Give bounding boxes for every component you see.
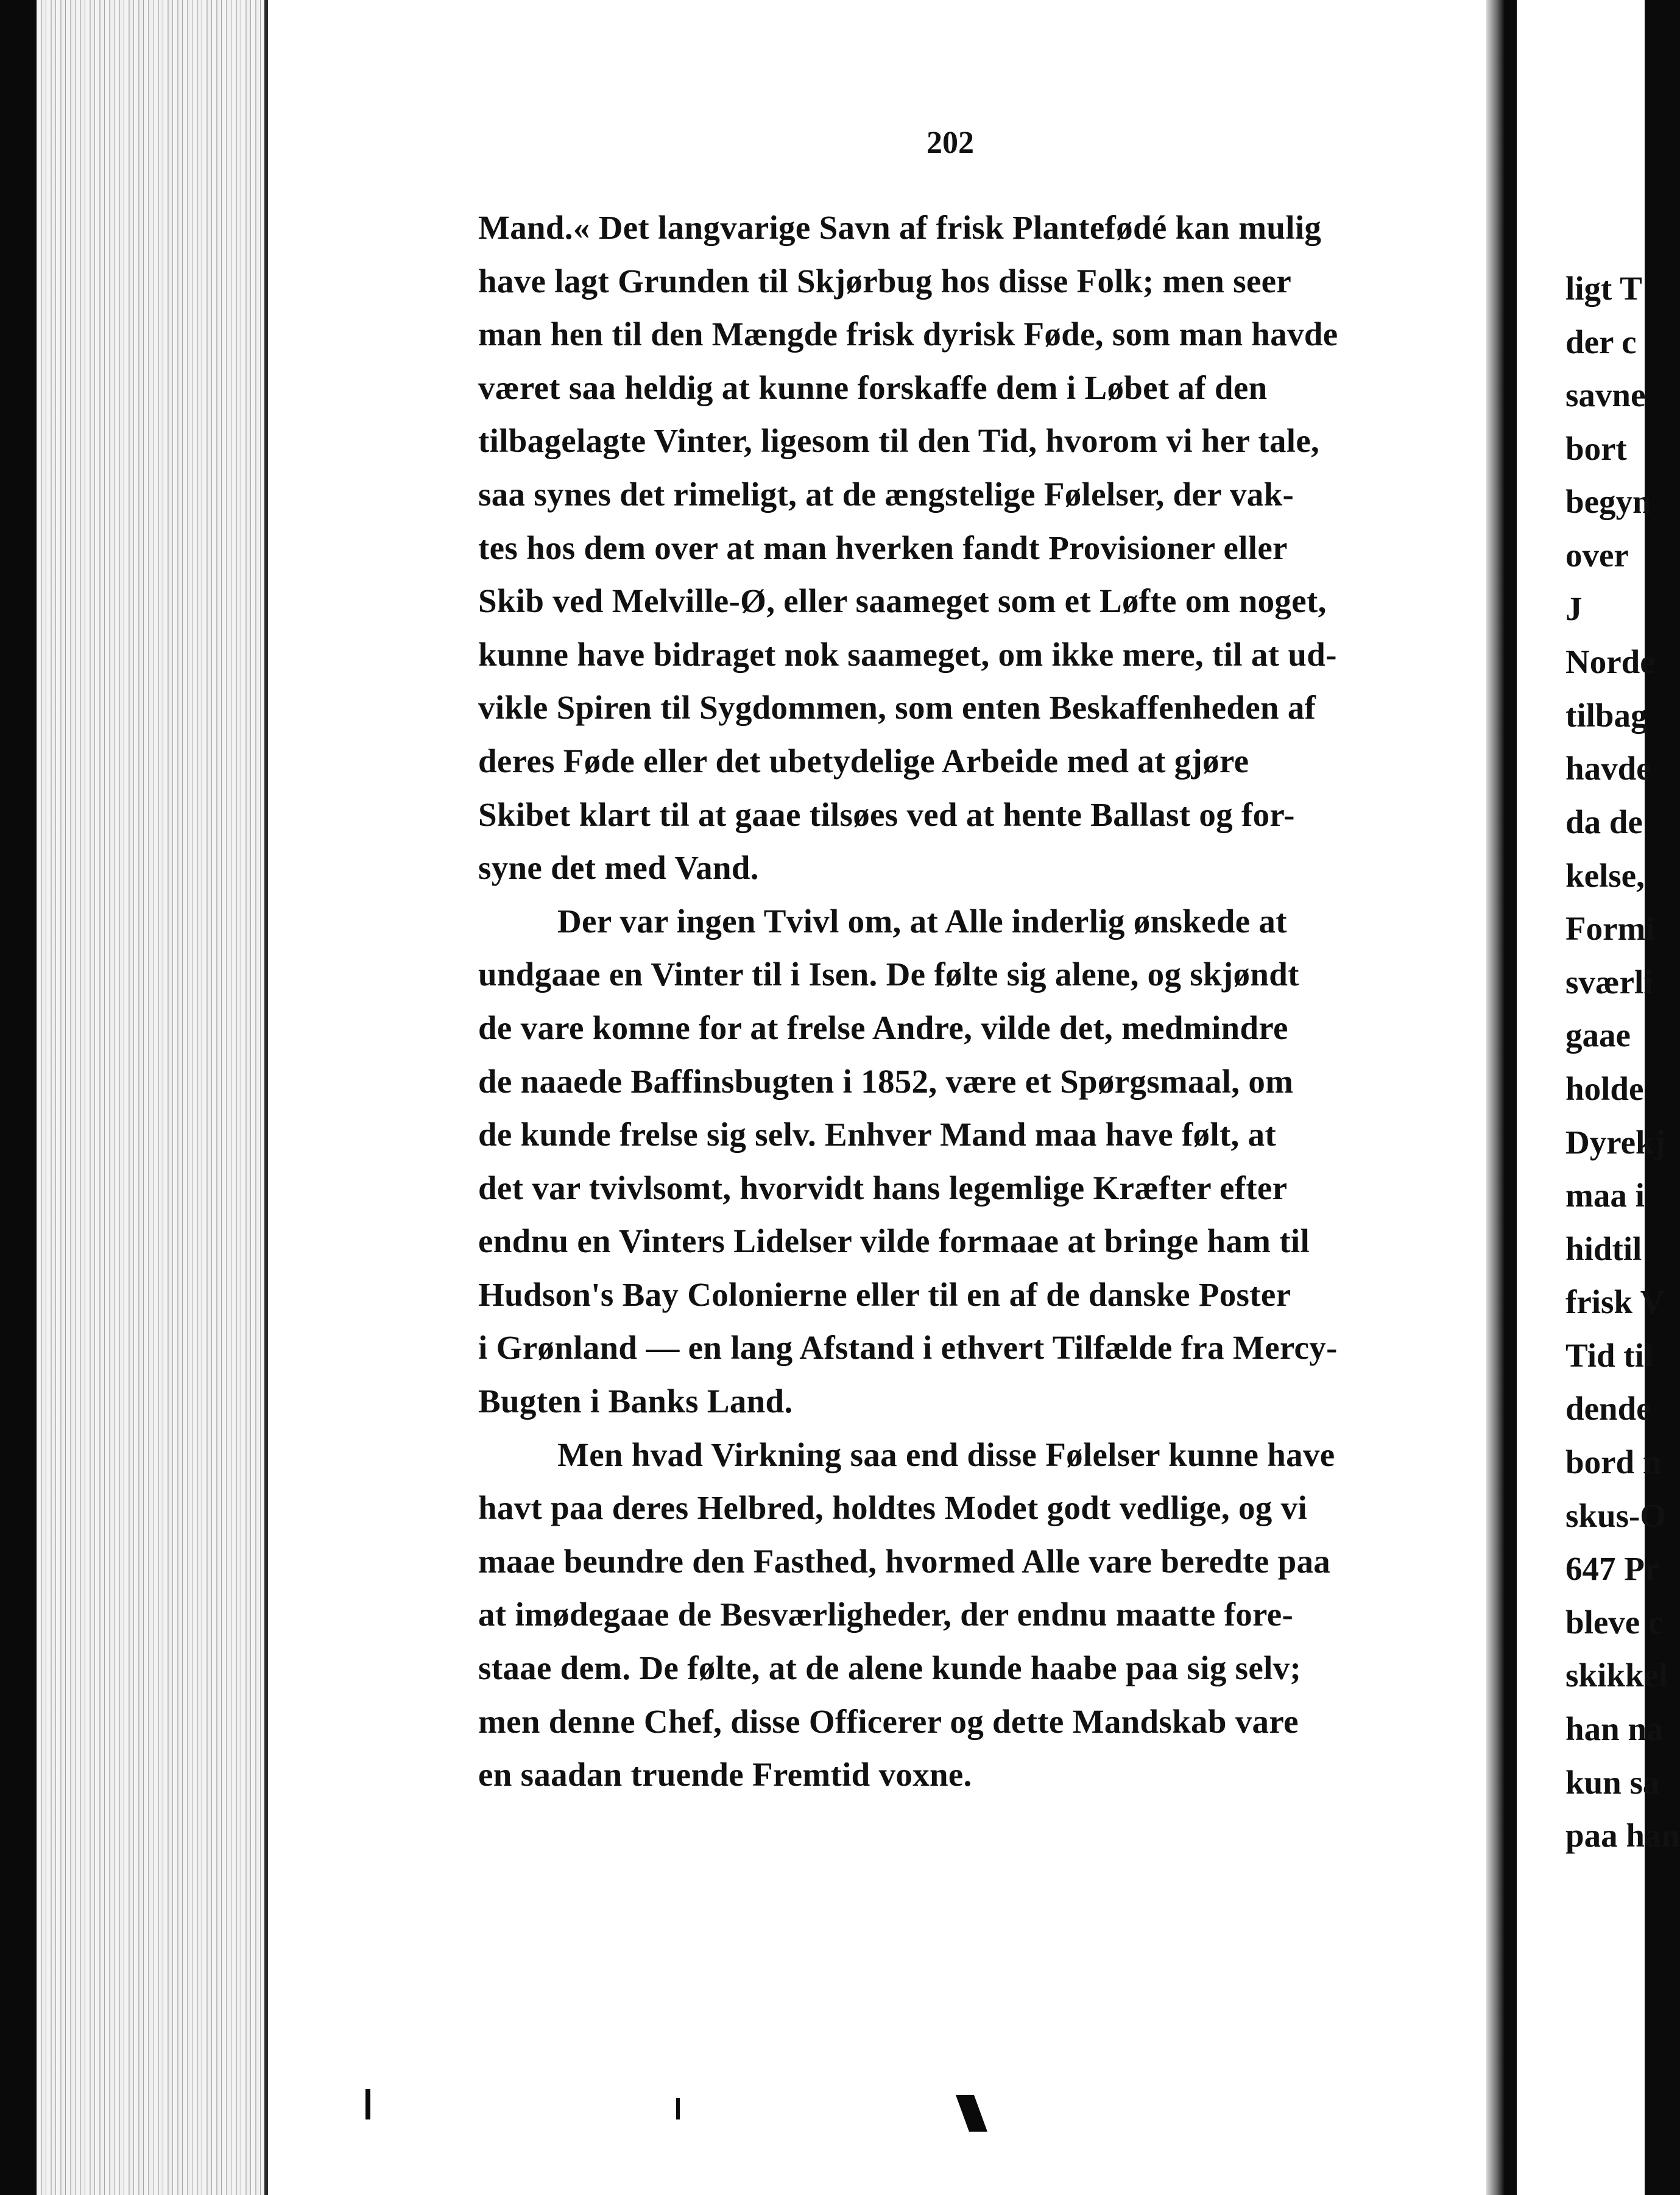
text-line: saa synes det rimeligt, at de ængstelige Følelser, der vak- (478, 475, 1294, 513)
facing-page-text (1565, 262, 1680, 1862)
book-page-edges (37, 0, 268, 2195)
facing-text-line: Formi (1565, 910, 1655, 948)
text-line: staae dem. De følte, at de alene kunde haabe paa sig selv; (478, 1649, 1302, 1687)
facing-text-line: bleve c (1565, 1603, 1664, 1641)
facing-text-line: savne (1565, 376, 1646, 414)
facing-text-line: Dyrekj (1565, 1123, 1665, 1161)
text-line: de vare komne for at frelse Andre, vilde det, medmindre (478, 1009, 1288, 1046)
facing-text-line: Norde (1565, 643, 1655, 681)
facing-text-line: maa i (1565, 1177, 1645, 1214)
facing-text-line: holde (1565, 1069, 1644, 1107)
text-line: men denne Chef, disse Officerer og dette Mandskab vare (478, 1702, 1299, 1740)
facing-text-line: havde (1565, 750, 1651, 787)
book-gutter-shadow (1486, 0, 1517, 2195)
facing-text-line: kelse, (1565, 856, 1645, 894)
scan-artifact (676, 2098, 680, 2119)
facing-text-line: da de (1565, 803, 1643, 840)
paragraph-start-line: Men hvad Virkning saa end disse Følelser kunne have (557, 1436, 1335, 1473)
facing-text-line: kun sa (1565, 1763, 1660, 1801)
text-line: syne det med Vand. (478, 849, 759, 887)
facing-text-line: paa han (1565, 1817, 1680, 1855)
text-line: de naaede Baffinsbugten i 1852, være et Spørgsmaal, om (478, 1062, 1294, 1100)
text-line: man hen til den Mængde frisk dyrisk Føde, som man havde (478, 315, 1338, 353)
book-page-left (268, 0, 1486, 2195)
facing-text-line: tilbag (1565, 696, 1648, 734)
text-line: det var tvivlsomt, hvorvidt hans legemlige Kræfter efter (478, 1169, 1288, 1207)
text-line: maae beundre den Fasthed, hvormed Alle vare beredte paa (478, 1542, 1331, 1580)
text-line: Hudson's Bay Colonierne eller til en af de danske Poster (478, 1275, 1291, 1313)
facing-text-line: begyn (1565, 483, 1651, 521)
facing-text-line: bort (1565, 429, 1627, 467)
facing-text-line: hidtil (1565, 1230, 1642, 1267)
body-text (478, 201, 1338, 1802)
facing-text-line: ligt T (1565, 270, 1642, 307)
text-line: Skibet klart til at gaae tilsøes ved at hente Ballast og for- (478, 795, 1295, 833)
facing-text-line: over (1565, 536, 1629, 574)
text-line: de kunde frelse sig selv. Enhver Mand maa have følt, at (478, 1116, 1277, 1154)
text-line: Bugten i Banks Land. (478, 1383, 793, 1420)
text-line: have lagt Grunden til Skjørbug hos disse Folk; men seer (478, 262, 1292, 300)
text-line: kunne have bidraget nok saameget, om ikke mere, til at ud- (478, 635, 1337, 673)
text-line: endnu en Vinters Lidelser vilde formaae at bringe ham til (478, 1222, 1310, 1260)
text-line: tes hos dem over at man hverken fandt Provisioner eller (478, 529, 1288, 566)
book-page-right-cropped (1517, 0, 1680, 2195)
facing-text-line: 647 Pr (1565, 1550, 1660, 1588)
facing-text-line: Tid til (1565, 1336, 1654, 1374)
text-line: vikle Spiren til Sygdommen, som enten Beskaffenheden af (478, 689, 1316, 727)
paragraph-start-line: Der var ingen Tvivl om, at Alle inderlig ønskede at (557, 902, 1287, 940)
facing-text-line: gaae (1565, 1016, 1631, 1054)
text-line: at imødegaae de Besværligheder, der endnu maatte fore- (478, 1596, 1294, 1633)
facing-text-line: skus-O (1565, 1496, 1667, 1534)
facing-text-line: dende (1565, 1390, 1651, 1428)
text-line: havt paa deres Helbred, holdtes Modet godt vedlige, og vi (478, 1489, 1308, 1527)
text-line: Skib ved Melville-Ø, eller saameget som et Løfte om noget, (478, 582, 1327, 620)
facing-text-line: bord n (1565, 1443, 1662, 1481)
facing-text-line: frisk V (1565, 1283, 1665, 1321)
text-line: i Grønland — en lang Afstand i ethvert Tilfælde fra Mercy- (478, 1329, 1338, 1367)
scan-artifact (365, 2089, 370, 2119)
text-line: Mand.« Det langvarige Savn af frisk Plantefødé kan mulig (478, 209, 1322, 246)
text-line: tilbagelagte Vinter, ligesom til den Tid, hvorom vi her tale, (478, 422, 1320, 460)
facing-text-line: sværli (1565, 963, 1653, 1001)
facing-text-line: J (1565, 590, 1583, 627)
text-line: en saadan truende Fremtid voxne. (478, 1756, 972, 1794)
text-line: været saa heldig at kunne forskaffe dem i Løbet af den (478, 368, 1268, 406)
text-line: deres Føde eller det ubetydelige Arbeide med at gjøre (478, 742, 1249, 780)
text-line: undgaae en Vinter til i Isen. De følte sig alene, og skjøndt (478, 956, 1299, 993)
facing-text-line: han na (1565, 1710, 1664, 1748)
page-number: 202 (926, 125, 974, 160)
facing-text-line: skikkel (1565, 1657, 1668, 1694)
facing-text-line: der c (1565, 323, 1637, 361)
